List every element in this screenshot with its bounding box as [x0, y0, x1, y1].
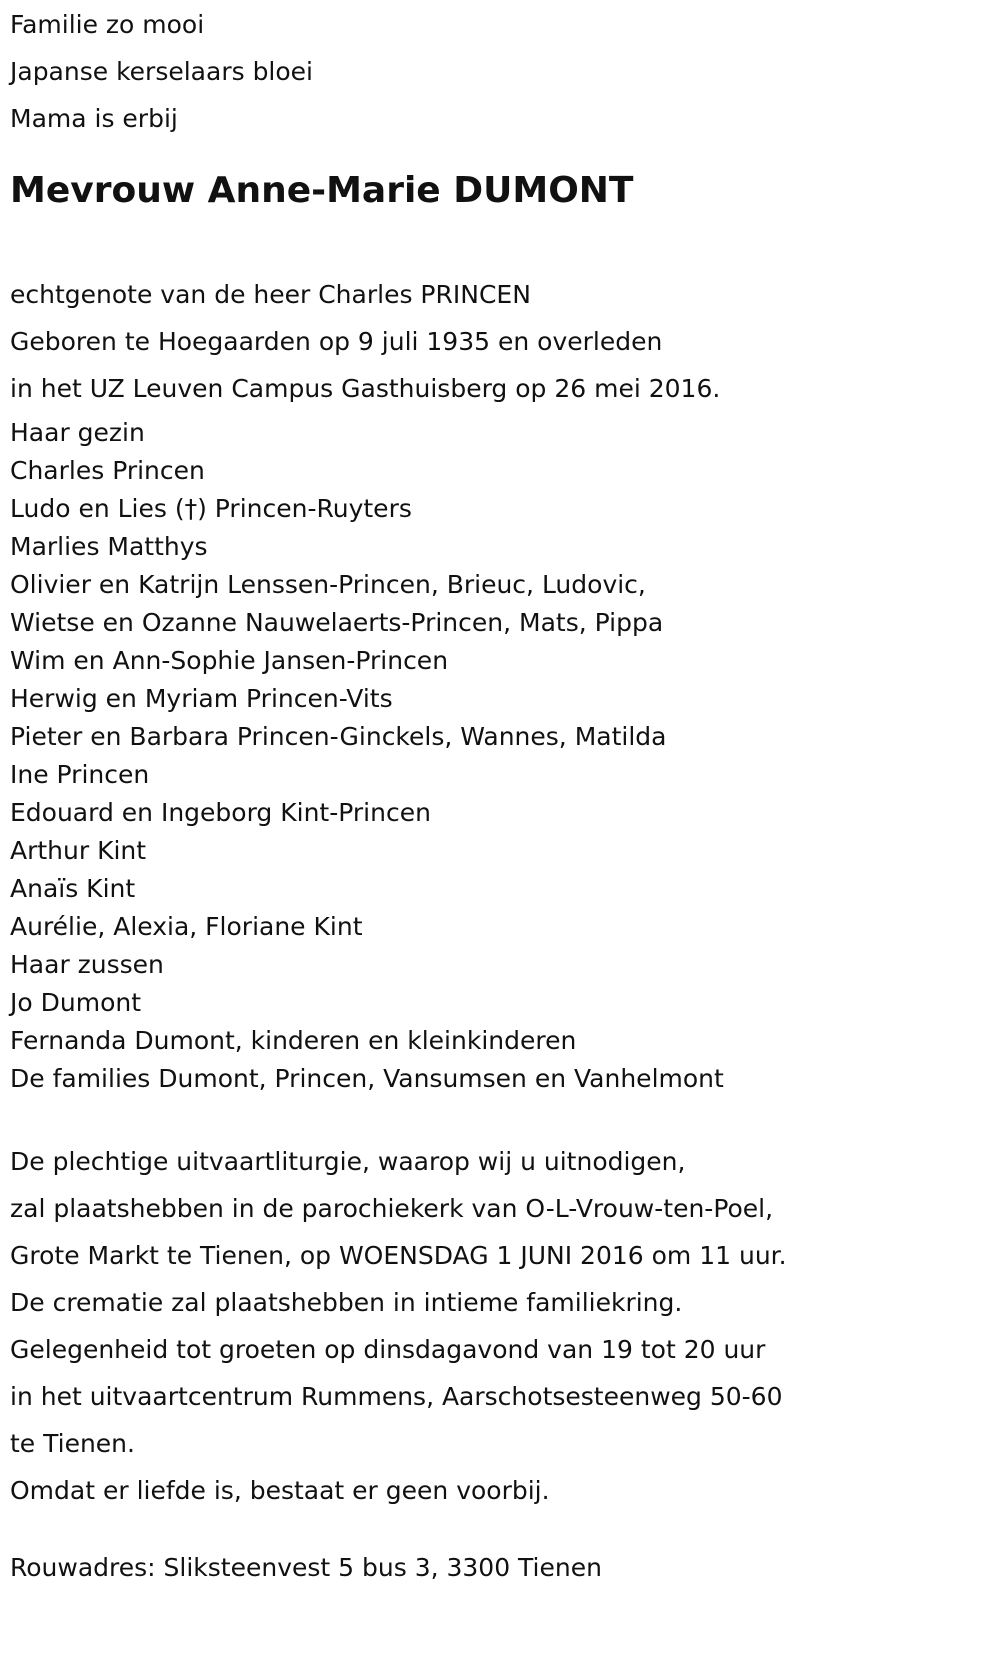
intro-section — [10, 271, 990, 412]
mourning-address-section — [10, 1544, 990, 1591]
service-line: De crematie zal plaatshebben in intieme familiekring. — [10, 1288, 683, 1317]
family-line: Pieter en Barbara Princen-Ginckels, Wannes, Matilda — [10, 722, 667, 751]
service-line: in het uitvaartcentrum Rummens, Aarschotsesteenweg 50-60 — [10, 1382, 783, 1411]
family-line: Arthur Kint — [10, 836, 147, 865]
family-line: Fernanda Dumont, kinderen en kleinkinderen — [10, 1026, 577, 1055]
service-line: te Tienen. — [10, 1429, 135, 1458]
family-line: Herwig en Myriam Princen-Vits — [10, 684, 393, 713]
service-line: Grote Markt te Tienen, op WOENSDAG 1 JUNI 2016 om 11 uur. — [10, 1241, 787, 1270]
funeral-service-section — [10, 1138, 990, 1514]
family-line: Olivier en Katrijn Lenssen-Princen, Brieuc, Ludovic, — [10, 570, 646, 599]
mourning-address: Rouwadres: Sliksteenvest 5 bus 3, 3300 Tienen — [10, 1553, 602, 1582]
family-line: Ine Princen — [10, 760, 150, 789]
family-list — [10, 414, 990, 1098]
family-line: De families Dumont, Princen, Vansumsen en Vanhelmont — [10, 1064, 724, 1093]
service-line: Gelegenheid tot groeten op dinsdagavond van 19 tot 20 uur — [10, 1335, 766, 1364]
service-line: zal plaatshebben in de parochiekerk van O-L-Vrouw-ten-Poel, — [10, 1194, 774, 1223]
family-line: Wim en Ann-Sophie Jansen-Princen — [10, 646, 449, 675]
intro-line: Geboren te Hoegaarden op 9 juli 1935 en overleden — [10, 327, 663, 356]
family-line: Aurélie, Alexia, Floriane Kint — [10, 912, 363, 941]
poem-line: Familie zo mooi — [10, 10, 205, 39]
obituary-document — [10, 0, 990, 1591]
family-line: Wietse en Ozanne Nauwelaerts-Princen, Mats, Pippa — [10, 608, 664, 637]
service-line: Omdat er liefde is, bestaat er geen voorbij. — [10, 1476, 550, 1505]
service-line: De plechtige uitvaartliturgie, waarop wij u uitnodigen, — [10, 1147, 686, 1176]
family-line: Haar gezin — [10, 418, 145, 447]
family-line: Marlies Matthys — [10, 532, 208, 561]
family-line: Jo Dumont — [10, 988, 142, 1017]
family-line: Charles Princen — [10, 456, 205, 485]
poem-line: Japanse kerselaars bloei — [10, 57, 314, 86]
intro-line: echtgenote van de heer Charles PRINCEN — [10, 280, 531, 309]
intro-line: in het UZ Leuven Campus Gasthuisberg op 26 mei 2016. — [10, 374, 721, 403]
family-line: Anaïs Kint — [10, 874, 136, 903]
family-line: Ludo en Lies (†) Princen-Ruyters — [10, 494, 412, 523]
deceased-name-title: Mevrouw Anne-Marie DUMONT — [10, 170, 634, 211]
haiku-poem — [10, 1, 990, 142]
family-line: Haar zussen — [10, 950, 164, 979]
poem-line: Mama is erbij — [10, 104, 178, 133]
family-line: Edouard en Ingeborg Kint-Princen — [10, 798, 431, 827]
